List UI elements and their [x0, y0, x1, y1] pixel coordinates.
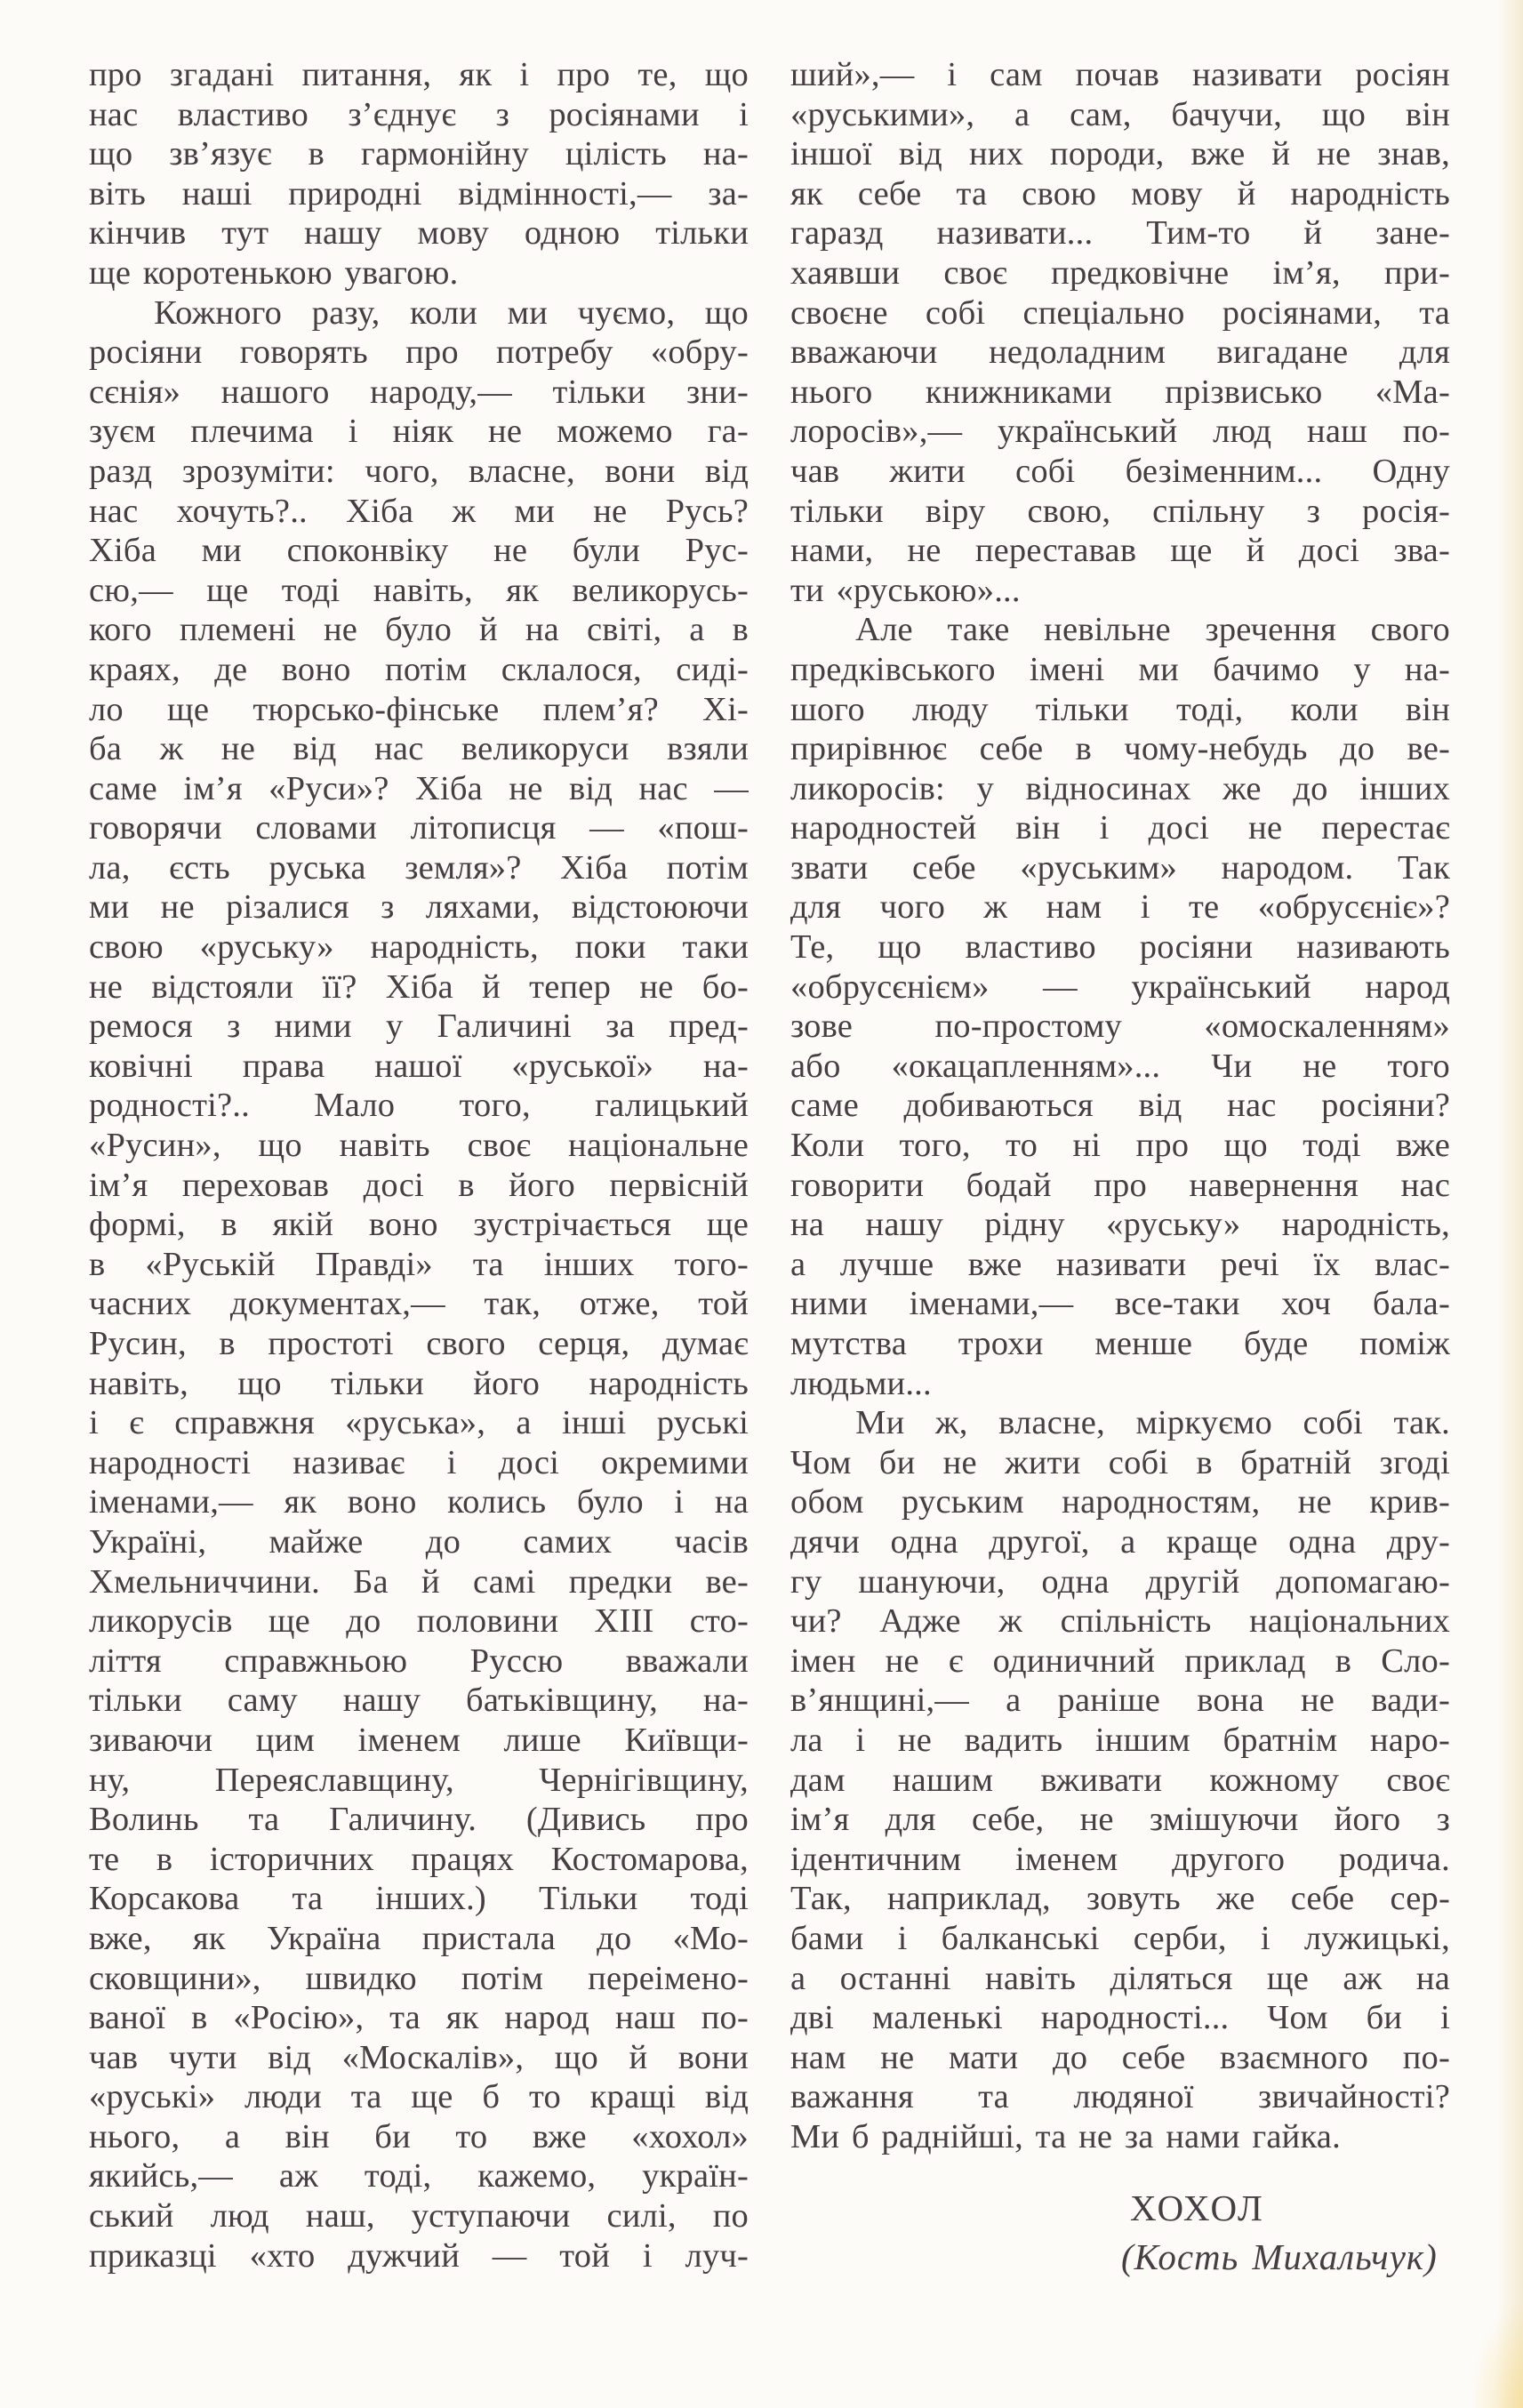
text-line: Україні, майже до самих часів — [89, 1522, 749, 1561]
text-line: ба ж не від нас великоруси взяли — [89, 730, 749, 768]
column-right — [790, 55, 1450, 2277]
text-line: ковічні права нашої «руської» на- — [89, 1047, 749, 1085]
text-line: «руськими», а сам, бачучи, що він — [790, 95, 1450, 133]
text-line: важання та людяної звичайності? — [790, 2078, 1450, 2116]
paragraph — [790, 1403, 1450, 2156]
text-line: «Русин», що навіть своє національне — [89, 1127, 749, 1165]
text-line: ликоросів: у відносинах же до інших — [790, 769, 1450, 807]
text-line: ський люд наш, уступаючи силі, по — [89, 2197, 749, 2235]
text-line: ну, Переяславщину, Чернігівщину, — [89, 1761, 749, 1799]
text-line: обом руським народностям, не крив- — [790, 1483, 1450, 1521]
text-line: «обрусєнієм» — український народ — [790, 967, 1450, 1006]
signature-name: ХОХОЛ — [1130, 2187, 1265, 2229]
text-line: бами і балканські серби, і лужицькі, — [790, 1919, 1450, 1957]
text-line: Чом би не жити собі в братній згоді — [790, 1443, 1450, 1481]
text-line: предківського імені ми бачимо у на- — [790, 650, 1450, 688]
text-line: «руські» люди та ще б то кращі від — [89, 2078, 749, 2116]
text-line: тільки віру свою, спільну з росія- — [790, 492, 1450, 530]
text-line: чав жити собі безіменним... Одну — [790, 452, 1450, 490]
text-line: ваної в «Росію», та як народ наш по- — [89, 1999, 749, 2037]
text-line: ім’я для себе, не змішуючи його з — [790, 1801, 1450, 1839]
text-line: а лучше вже називати речі їх влас- — [790, 1245, 1450, 1283]
text-line: нього, а він би то вже «хохол» — [89, 2117, 749, 2155]
text-line: Ми б раднійші, та не за нами гайка. — [790, 2117, 1341, 2155]
text-line: саме ім’я «Руси»? Хіба не від нас — — [89, 769, 749, 807]
text-line: мутства трохи менше буде поміж — [790, 1325, 1450, 1362]
text-line: те в історичних працях Костомарова, — [89, 1840, 749, 1878]
text-line: або «окацапленням»... Чи не того — [790, 1047, 1450, 1085]
text-line: тільки саму нашу батьківщину, на- — [89, 1682, 749, 1720]
text-line: в «Руській Правді» та інших того- — [89, 1245, 749, 1283]
text-line: чи? Адже ж спільність національних — [790, 1602, 1450, 1641]
text-line: вважаючи недоладним вигадане для — [790, 333, 1450, 372]
text-line: нього книжниками прізвисько «Ма- — [790, 373, 1450, 411]
text-line: нас властиво з’єднує з росіянами і — [89, 95, 749, 133]
text-line: що зв’язує в гармонійну цілість на- — [89, 135, 749, 173]
text-line: приказці «хто дужчий — той і луч- — [89, 2236, 749, 2275]
text-line: хаявши своє предковічне ім’я, при- — [790, 253, 1450, 292]
aged-paper-corner — [1470, 2301, 1523, 2408]
text-line: ще коротенькою увагою. — [89, 253, 459, 292]
text-line: звати себе «руським» народом. Так — [790, 848, 1450, 887]
text-line: свою «руську» народність, поки таки — [89, 928, 749, 967]
paragraph — [790, 610, 1450, 1403]
text-line: формі, в якій воно зустрічається ще — [89, 1206, 749, 1244]
text-line: ліття справжньою Руссю вважали — [89, 1641, 749, 1680]
text-line: росіяни говорять про потребу «обру- — [89, 333, 749, 372]
text-line: віть наші природні відмінності,— за- — [89, 174, 749, 213]
text-line: ти «руською»... — [790, 571, 1021, 609]
text-line: лоросів»,— український люд наш по- — [790, 413, 1450, 451]
text-line: Але таке невільне зречення свого — [855, 611, 1450, 649]
paragraph — [89, 55, 749, 293]
text-line: Волинь та Галичину. (Дивись про — [89, 1801, 749, 1839]
text-line: ло ще тюрсько-фінське плем’я? Хі- — [89, 690, 749, 728]
text-line: якийсь,— аж тоді, кажемо, україн- — [89, 2157, 749, 2195]
text-line: ла, єсть руська земля»? Хіба потім — [89, 848, 749, 887]
text-line: ший»,— і сам почав називати росіян — [790, 56, 1450, 93]
text-line: про згадані питання, як і про те, що — [89, 56, 749, 93]
text-line: кого племені не було й на світі, а в — [89, 611, 749, 649]
text-line: для чого ж нам і те «обрусєніє»? — [790, 888, 1450, 927]
text-line: ідентичним іменем другого родича. — [790, 1840, 1450, 1878]
text-line: ликорусів ще до половини XIII сто- — [89, 1602, 749, 1641]
text-line: Хіба ми споконвіку не були Рус- — [89, 532, 749, 570]
paragraph — [89, 293, 749, 2276]
text-line: дячи одна другої, а краще одна дру- — [790, 1522, 1450, 1561]
text-line: іменами,— як воно колись було і на — [89, 1483, 749, 1521]
text-line: зиваючи цим іменем лише Київщи- — [89, 1721, 749, 1759]
text-line: говорити бодай про навернення нас — [790, 1166, 1450, 1204]
text-line: на нашу рідну «руську» народність, — [790, 1206, 1450, 1244]
text-line: гаразд називати... Тим-то й зане- — [790, 214, 1450, 253]
text-line: нас хочуть?.. Хіба ж ми не Русь? — [89, 492, 749, 530]
text-line: в’янщині,— а раніше вона не вади- — [790, 1682, 1450, 1720]
text-line: говорячи словами літописця — «пош- — [89, 809, 749, 847]
text-line: сковщини», швидко потім переімено- — [89, 1959, 749, 1997]
text-line: зуєм плечима і ніяк не можемо га- — [89, 413, 749, 451]
paragraph — [790, 55, 1450, 610]
text-line: ім’я переховав досі в його первісній — [89, 1166, 749, 1204]
text-line: народностей він і досі не перестає — [790, 809, 1450, 847]
text-line: сю,— ще тоді навіть, як великорусь- — [89, 571, 749, 609]
aged-paper-edge — [1496, 0, 1523, 2408]
text-line: саме добиваються від нас росіяни? — [790, 1087, 1450, 1125]
text-line: вже, як Україна пристала до «Мо- — [89, 1919, 749, 1957]
text-line: зове по-простому «омоскаленням» — [790, 1007, 1450, 1046]
text-line: Кожного разу, коли ми чуємо, що — [154, 293, 749, 332]
text-line: не відстояли її? Хіба й тепер не бо- — [89, 967, 749, 1006]
text-line: людьми... — [790, 1364, 932, 1402]
text-line: Корсакова та інших.) Тільки тоді — [89, 1880, 749, 1918]
text-line: ла і не вадить іншим братнім наро- — [790, 1721, 1450, 1759]
text-columns — [89, 55, 1450, 2277]
signature-block — [790, 2188, 1450, 2276]
text-line: краях, де воно потім склалося, сиді- — [89, 650, 749, 688]
text-line: іншої від них породи, вже й не знав, — [790, 135, 1450, 173]
signature-attribution: (Кость Михальчук) — [1121, 2236, 1438, 2278]
text-line: Хмельниччини. Ба й самі предки ве- — [89, 1562, 749, 1601]
text-line: нами, не переставав ще й досі зва- — [790, 532, 1450, 570]
text-line: ними іменами,— все-таки хоч бала- — [790, 1285, 1450, 1323]
text-line: кінчив тут нашу мову одною тільки — [89, 214, 749, 253]
text-line: дві маленькі народності... Чом би і — [790, 1999, 1450, 2037]
text-line: навіть, що тільки його народність — [89, 1364, 749, 1402]
column-left — [89, 55, 749, 2277]
text-line: народності називає і досі окремими — [89, 1443, 749, 1481]
text-line: разд зрозуміти: чого, власне, вони від — [89, 452, 749, 490]
text-line: Те, що властиво росіяни називають — [790, 928, 1450, 967]
text-line: чав чути від «Москалів», що й вони — [89, 2038, 749, 2076]
text-line: Так, наприклад, зовуть же себе сер- — [790, 1880, 1450, 1918]
text-line: гу шануючи, одна другій допомагаю- — [790, 1562, 1450, 1601]
text-line: ремося з ними у Галичині за пред- — [89, 1007, 749, 1046]
text-line: а останні навіть діляться ще аж на — [790, 1959, 1450, 1997]
text-line: як себе та свою мову й народність — [790, 174, 1450, 213]
text-line: Коли того, то ні про що тоді вже — [790, 1127, 1450, 1165]
text-line: родності?.. Мало того, галицький — [89, 1087, 749, 1125]
text-line: сєнія» нашого народу,— тільки зни- — [89, 373, 749, 411]
text-line: своєне собі спеціально росіянами, та — [790, 293, 1450, 332]
text-line: часних документах,— так, отже, той — [89, 1285, 749, 1323]
text-line: нам не мати до себе взаємного по- — [790, 2038, 1450, 2076]
text-line: дам нашим вживати кожному своє — [790, 1761, 1450, 1799]
text-line: Ми ж, власне, міркуємо собі так. — [855, 1404, 1450, 1442]
text-line: ми не різалися з ляхами, відстоюючи — [89, 888, 749, 927]
text-line: Русин, в простоті свого серця, думає — [89, 1325, 749, 1362]
text-line: імен не є одиничний приклад в Сло- — [790, 1641, 1450, 1680]
text-line: і є справжня «руська», а інші руські — [89, 1404, 749, 1442]
text-line: прирівнює себе в чому-небудь до ве- — [790, 730, 1450, 768]
text-line: шого люду тільки тоді, коли він — [790, 690, 1450, 728]
